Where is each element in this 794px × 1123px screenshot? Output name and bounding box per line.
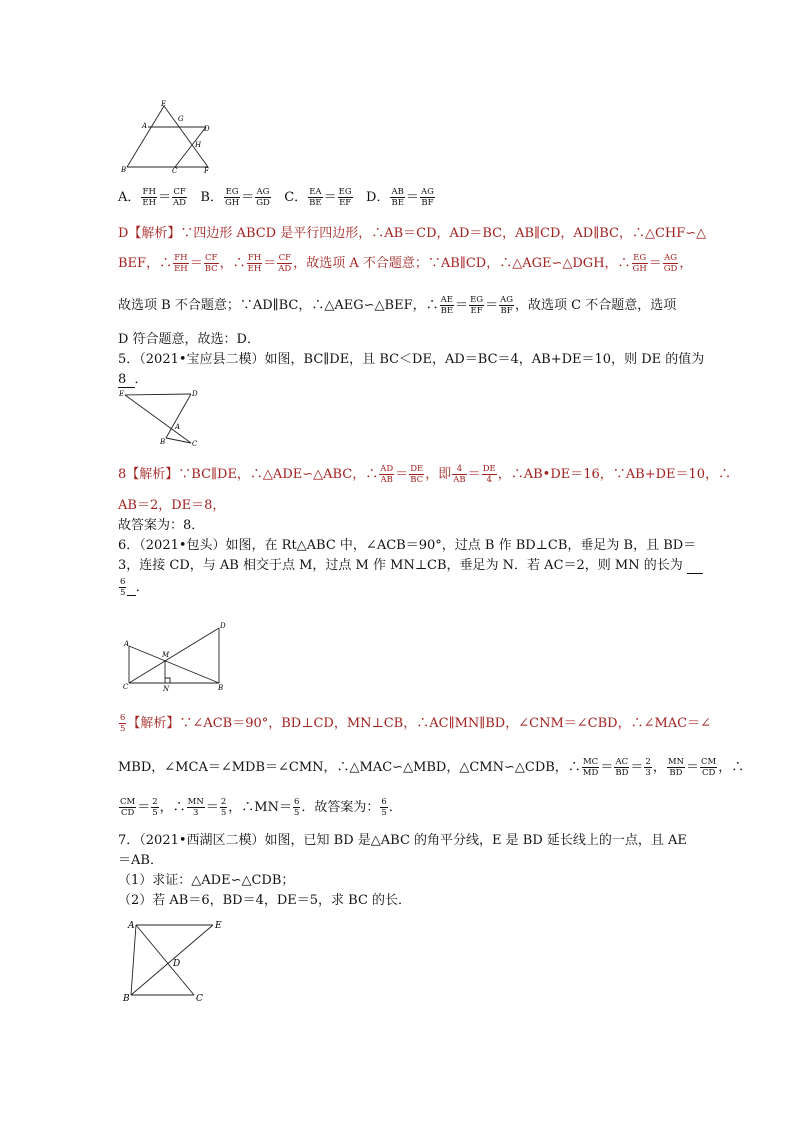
q7-fig-label-d: D bbox=[173, 959, 181, 969]
fig1-label-f: F bbox=[204, 167, 209, 175]
q5-fig-label-c: C bbox=[192, 440, 198, 448]
q5-solution-line2: AB＝2，DE＝8， bbox=[118, 498, 226, 513]
q7-question-line1: 7．（2021•西湖区二模）如图，已知 BD 是△ABC 的角平分线，E 是 BD 延长线上的一点，且 AE bbox=[118, 833, 687, 848]
q7-fig-label-e: E bbox=[215, 921, 222, 931]
q6-fig-label-n: N bbox=[163, 685, 170, 692]
figure-q5 bbox=[118, 388, 203, 450]
q7-part1: （1）求证：△ADE∽△CDB； bbox=[118, 873, 295, 888]
figure-parallelogram bbox=[118, 100, 230, 175]
fig1-label-e: E bbox=[161, 100, 167, 108]
fig1-label-g: G bbox=[178, 115, 184, 123]
option-a-frac1: $\frac{FH}{EH}$ bbox=[142, 187, 157, 208]
q6-fig-label-a: A bbox=[124, 640, 130, 648]
q5-answer-line: 8 ． bbox=[118, 372, 148, 387]
fig1-label-d: D bbox=[204, 125, 210, 133]
option-b-frac1: $\frac{EG}{GH}$ bbox=[224, 187, 240, 208]
q6-fig-label-m: M bbox=[162, 651, 170, 659]
q6-answer-line: $\frac{6}{5}$ ． bbox=[120, 577, 149, 598]
option-b-frac2: $\frac{AG}{GD}$ bbox=[256, 187, 270, 208]
q4-solution-line1: D【解析】∵四边形 ABCD 是平行四边形，∴AB＝CD，AD＝BC，AB∥CD，AD∥BC，∴△CHF∽△ bbox=[118, 226, 707, 241]
figure-q7 bbox=[118, 915, 228, 1005]
q6-fig-label-b: B bbox=[218, 684, 224, 692]
option-b-label: B． bbox=[200, 190, 223, 205]
option-d-frac1: $\frac{AB}{BE}$ bbox=[391, 187, 404, 208]
q4-solution-line4: D 符合题意，故选：D． bbox=[118, 332, 260, 347]
q6-question-line1: 6．（2021•包头）如图，在 Rt△ABC 中，∠ACB＝90°，过点 B 作 BD⊥CB，垂足为 B，且 BD＝ bbox=[118, 538, 697, 553]
option-a-frac2: $\frac{CF}{AD}$ bbox=[173, 187, 186, 208]
option-d-frac2: $\frac{AG}{BF}$ bbox=[420, 187, 434, 208]
q6-answer: $\frac{6}{5}$ bbox=[120, 577, 126, 598]
option-c-label: C． bbox=[284, 190, 308, 205]
q5-solution-line1: 8【解析】∵BC∥DE，∴△ADE∽△ABC，∴ $\frac{AD}{AB}$ ＝ $\frac{DE}{BC}$ ，即 $\frac{4}{AB}$ ＝ $\frac{DE}{4}$ ，∴AB•DE＝16，∵AB+DE＝10，∴ bbox=[118, 464, 732, 485]
q6-solution-line1: $\frac{6}{5}$ 【解析】∵∠ACB＝90°，BD⊥CD，MN⊥CB，∴AC∥MN∥BD，∠CNM＝∠CBD，∴∠MAC＝∠ bbox=[120, 713, 712, 734]
q6-fig-label-c: C bbox=[123, 683, 129, 691]
option-c-frac1: $\frac{EA}{BE}$ bbox=[309, 187, 322, 208]
q7-fig-label-c: C bbox=[196, 994, 203, 1004]
q5-question: 5．（2021•宝应县二模）如图，BC∥DE，且 BC＜DE，AD＝BC＝4，AB+DE＝10，则 DE 的值为 bbox=[118, 352, 705, 367]
q4-solution-line3: 故选项 B 不合题意；∵AD∥BC，∴△AEG∽△BEF，∴ $\frac{AE}{BE}$ ＝ $\frac{EG}{EF}$ ＝ $\frac{AG}{BF}$ ，故选项 C 不合题意，选项 bbox=[118, 295, 677, 316]
option-a-label: A． bbox=[118, 190, 141, 205]
q5-fig-label-b: B bbox=[160, 438, 166, 446]
q5-answer: 8 bbox=[118, 372, 127, 387]
fig1-label-h: H bbox=[195, 141, 202, 149]
q4-solution-line2: BEF，∴ $\frac{FH}{EH}$ ＝ $\frac{CF}{BC}$ ，∴ $\frac{FH}{EH}$ ＝ $\frac{CF}{AD}$ ，故选项 A 不合题意；∵AB∥CD，∴△AGE∽△DGH，∴ $\frac{EG}{GH}$ ＝ $\frac{AG}{GD}$ ， bbox=[118, 253, 693, 274]
q7-fig-label-a: A bbox=[128, 921, 135, 931]
q5-fig-label-e: E bbox=[119, 390, 125, 398]
option-d-label: D． bbox=[366, 190, 390, 205]
q5-fig-label-d: D bbox=[192, 390, 198, 398]
fig1-label-a: A bbox=[142, 122, 148, 130]
figure-q6 bbox=[118, 620, 233, 692]
fig1-label-c: C bbox=[172, 167, 178, 175]
q7-part2: （2）若 AB＝6，BD＝4，DE＝5，求 BC 的长． bbox=[118, 893, 412, 908]
q5-final: 故答案为：8． bbox=[118, 518, 205, 533]
q6-question-line2: 3，连接 CD，与 AB 相交于点 M，过点 M 作 MN⊥CB，垂足为 N．若 AC＝2，则 MN 的长为 bbox=[118, 554, 703, 574]
q6-solution-line3: $\frac{CM}{CD}$ ＝ $\frac{2}{5}$ ，∴ $\frac{MN}{3}$ ＝ $\frac{2}{5}$ ，∴MN＝ $\frac{6}{5}$ ．故答案为： $\frac{6}{5}$ ． bbox=[120, 797, 402, 818]
option-c-frac2: $\frac{EG}{EF}$ bbox=[338, 187, 352, 208]
q4-options: A． $\frac{FH}{EH}$ ＝ $\frac{CF}{AD}$ B． $\frac{EG}{GH}$ ＝ $\frac{AG}{GD}$ C． $\frac{EA}{BE}$ ＝ $\frac{EG}{EF}$ D． $\frac{AB}{BE}$ ＝ $\frac{AG}{BF}$ bbox=[118, 187, 434, 208]
q6-solution-line2: MBD，∠MCA＝∠MDB＝∠CMN，∴△MAC∽△MBD，△CMN∽△CDB，∴ $\frac{MC}{MD}$ ＝ $\frac{AC}{BD}$ ＝ $\frac{2}{3}$ ， $\frac{MN}{BD}$ ＝ $\frac{CM}{CD}$ ，∴ bbox=[118, 757, 745, 778]
q7-question-line2: ＝AB． bbox=[118, 853, 163, 868]
q6-fig-label-d: D bbox=[220, 622, 226, 630]
q5-fig-label-a: A bbox=[175, 423, 181, 431]
fig1-label-b: B bbox=[121, 166, 127, 174]
q7-fig-label-b: B bbox=[123, 994, 130, 1004]
